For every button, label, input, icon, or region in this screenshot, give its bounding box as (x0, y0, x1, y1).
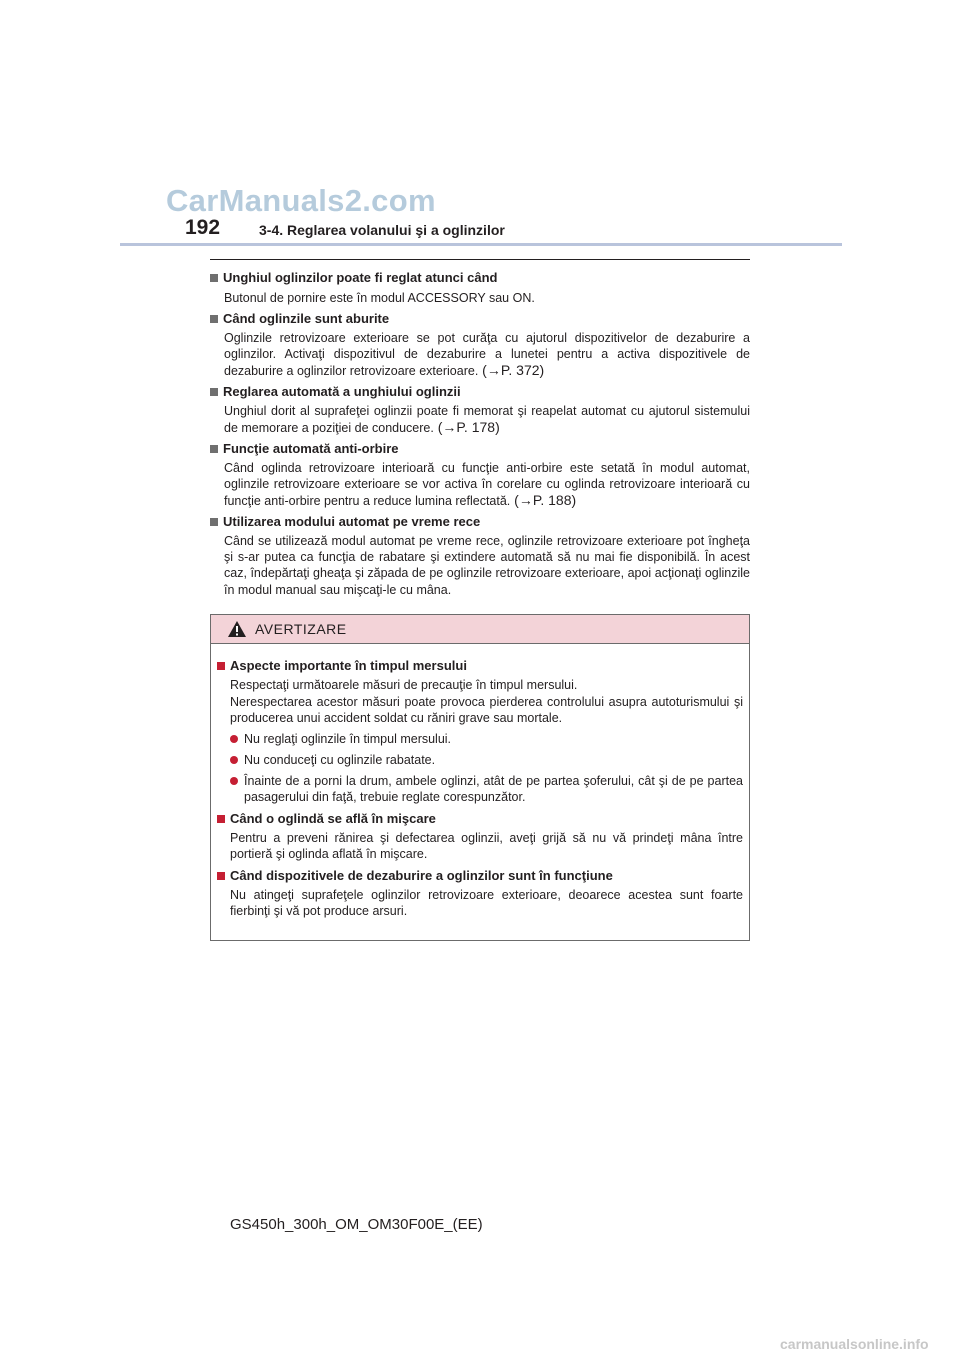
warning-section (217, 809, 743, 862)
page-reference: (→P. 188) (510, 492, 577, 508)
warning-section-text: Nu atingeţi suprafeţele oglinzilor retrovizoare exterioare, deoarece acestea sunt foarte fierbinţi şi vă pot produce arsuri. (230, 888, 743, 918)
info-item-text: Când se utilizează modul automat pe vreme rece, oglinzile retrovizoare exterioare pot îngheţa şi s-ar putea ca funcţia de rabatare şi extindere automată să nu mai fie disponibilă. În acest caz, îndepărtaţi gheaţa şi zăpada de pe oglinzile retrovizoare exterioare, apoi acţionaţi oglinzile în modul manual sau mişcaţi-le cu mâna. (224, 534, 750, 597)
section-rule (210, 259, 750, 260)
info-item-text: Când oglinda retrovizoare interioară cu funcţie anti-orbire este setată în modul automat, oglinzile retrovizoare exterioare se vor activa în corelare cu oglinda retrovizoare interioară cu funcţie anti-orbire pentru a reduce lumina reflectată. (→P. 188) (224, 461, 750, 508)
info-item-title: Funcţie automată anti-orbire (223, 441, 399, 456)
warning-triangle-icon (227, 620, 247, 638)
round-bullet-icon (230, 756, 238, 764)
info-item-title: Reglarea automată a unghiului oglinzii (223, 384, 461, 399)
square-bullet-icon (210, 445, 218, 453)
warning-section-title: Când o oglindă se află în mişcare (230, 811, 436, 826)
info-item-text: Butonul de pornire este în modul ACCESSORY sau ON. (224, 291, 535, 305)
info-item-title: Utilizarea modului automat pe vreme rece (223, 514, 481, 529)
info-item-text: Oglinzile retrovizoare exterioare se pot curăţa cu ajutorul dispozitivelor de dezaburire a oglinzilor. Activaţi dispozitivul de dezaburire a lunetei pentru a activa dispozitivele de dezaburire a oglinzilor retrovizoare exterioare. (→P. 372) (224, 331, 750, 378)
info-item (210, 439, 750, 509)
info-item (210, 512, 750, 598)
manual-code: GS450h_300h_OM_OM30F00E_(EE) (230, 1216, 483, 1233)
warning-bullet: Nu reglaţi oglinzile în timpul mersului. (217, 731, 743, 747)
warning-bullet: Nu conduceţi cu oglinzile rabatate. (217, 752, 743, 768)
warning-title: AVERTIZARE (255, 621, 347, 637)
warning-box (210, 614, 750, 941)
chapter-title: 3-4. Reglarea volanului şi a oglinzilor (259, 222, 505, 238)
square-bullet-icon (210, 315, 218, 323)
warning-header (211, 615, 749, 644)
info-item-text: Unghiul dorit al suprafeţei oglinzii poate fi memorat şi reapelat automat cu ajutorul sistemului de memorare a poziţiei de conducere. (→P. 178) (224, 404, 750, 435)
info-item-title: Când oglinzile sunt aburite (223, 311, 390, 326)
warning-bullet: Înainte de a porni la drum, ambele oglinzi, atât de pe partea şoferului, cât şi de pe partea pasagerului din faţă, trebuie reglate corespunzător. (217, 773, 743, 805)
header-rule (120, 243, 842, 246)
square-bullet-icon (210, 274, 218, 282)
square-bullet-icon (217, 662, 225, 670)
round-bullet-icon (230, 777, 238, 785)
page-reference: (→P. 178) (433, 419, 500, 435)
info-item (210, 268, 750, 306)
page-number: 192 (185, 216, 221, 239)
warning-section (217, 656, 743, 805)
square-bullet-icon (217, 815, 225, 823)
watermark-url: carmanualsonline.info (780, 1336, 929, 1352)
warning-section-title: Când dispozitivele de dezaburire a oglinzilor sunt în funcţiune (230, 868, 613, 883)
warning-section-text: Nerespectarea acestor măsuri poate provoca pierderea controlului asupra autoturismului şi producerea unui accident soldat cu răniri grave sau mortale. (230, 695, 743, 725)
info-list (210, 268, 750, 601)
page-reference: (→P. 372) (478, 362, 545, 378)
warning-section-title: Aspecte importante în timpul mersului (230, 658, 467, 673)
square-bullet-icon (210, 388, 218, 396)
warning-section-text: Respectaţi următoarele măsuri de precauţie în timpul mersului. (230, 678, 578, 692)
warning-section (217, 866, 743, 919)
square-bullet-icon (217, 872, 225, 880)
square-bullet-icon (210, 518, 218, 526)
watermark-logo: CarManuals2.com (166, 183, 436, 218)
warning-section-text: Pentru a preveni rănirea şi defectarea oglinzii, aveţi grijă să nu vă prindeţi mâna între portieră şi oglinda aflată în mişcare. (230, 831, 743, 861)
info-item-title: Unghiul oglinzilor poate fi reglat atunci când (223, 270, 498, 285)
warning-body (211, 644, 749, 919)
info-item (210, 309, 750, 379)
round-bullet-icon (230, 735, 238, 743)
info-item (210, 382, 750, 436)
